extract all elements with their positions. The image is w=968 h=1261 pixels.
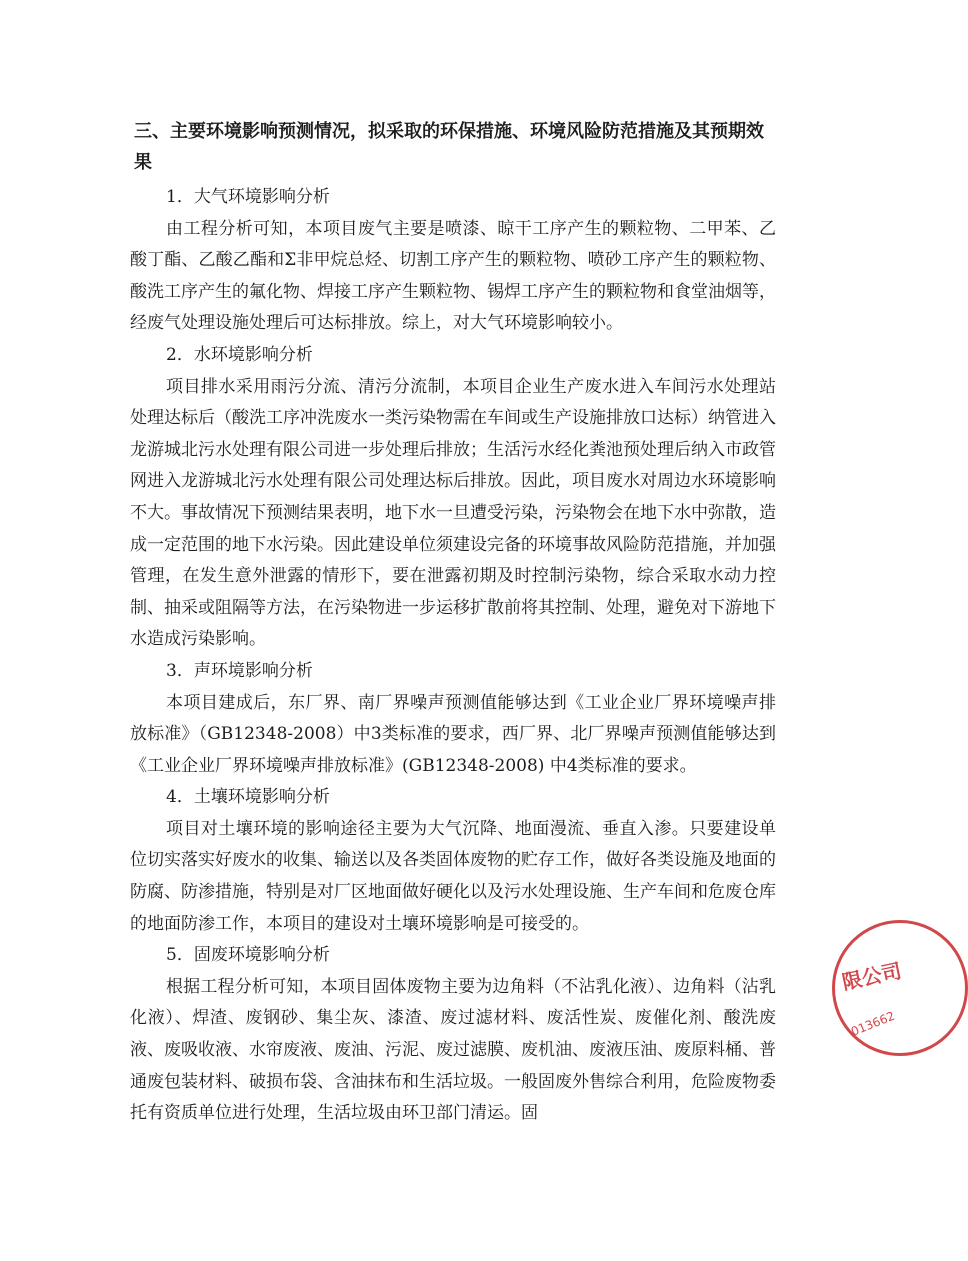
paragraph: 本项目建成后，东厂界、南厂界噪声预测值能够达到《工业企业厂界环境噪声排放标准》（GB12348-2008）中3类标准的要求，西厂界、北厂界噪声预测值能够达到《工业企业厂界环境噪声排放标准》(GB12348-2008) 中4类标准的要求。 [130, 692, 776, 776]
svg-text:限公司: 限公司 [839, 958, 904, 995]
section-solid-waste [130, 940, 776, 1130]
company-seal-stamp [832, 920, 968, 1056]
section-heading: 三、主要环境影响预测情况，拟采取的环保措施、环境风险防范措施及其预期效果 [134, 121, 764, 173]
subsection-title: 3．声环境影响分析 [166, 660, 313, 681]
svg-text:013662: 013662 [849, 1008, 897, 1039]
paragraph: 项目对土壤环境的影响途径主要为大气沉降、地面漫流、垂直入渗。只要建设单位切实落实好废水的收集、输送以及各类固体废物的贮存工作，做好各类设施及地面的防腐、防渗措施，特别是对厂区地面做好硬化以及污水处理设施、生产车间和危废仓库的地面防渗工作，本项目的建设对土壤环境影响是可接受的。 [130, 818, 776, 934]
section-air [130, 182, 776, 340]
paragraph: 由工程分析可知，本项目废气主要是喷漆、晾干工序产生的颗粒物、二甲苯、乙酸丁酯、乙酸乙酯和Σ非甲烷总烃、切割工序产生的颗粒物、喷砂工序产生的颗粒物、酸洗工序产生的氟化物、焊接工序产生颗粒物、锡焊工序产生的颗粒物和食堂油烟等，经废气处理设施处理后可达标排放。综上，对大气环境影响较小。 [130, 218, 776, 334]
section-noise [130, 656, 776, 782]
document-body [130, 182, 776, 1130]
subsection-title: 1．大气环境影响分析 [166, 187, 330, 207]
subsection-title: 4．土壤环境影响分析 [166, 787, 330, 808]
paragraph: 项目排水采用雨污分流、清污分流制，本项目企业生产废水进入车间污水处理站处理达标后（酸洗工序冲洗废水一类污染物需在车间或生产设施排放口达标）纳管进入龙游城北污水处理有限公司进一步处理后排放；生活污水经化粪池预处理后纳入市政管网进入龙游城北污水处理有限公司处理达标后排放。因此，项目废水对周边水环境影响不大。事故情况下预测结果表明，地下水一旦遭受污染，污染物会在地下水中弥散，造成一定范围的地下水污染。因此建设单位须建设完备的环境事故风险防范措施，并加强管理，在发生意外泄露的情形下，要在泄露初期及时控制污染物，综合采取水动力控制、抽采或阻隔等方法，在污染物进一步运移扩散前将其控制、处理，避免对下游地下水造成污染影响。 [130, 376, 776, 650]
paragraph: 根据工程分析可知，本项目固体废物主要为边角料（不沾乳化液）、边角料（沾乳化液）、焊渣、废钢砂、集尘灰、漆渣、废过滤材料、废活性炭、废催化剂、酸洗废液、废吸收液、水帘废液、废油、污泥、废过滤膜、废机油、废液压油、废原料桶、普通废包装材料、破损布袋、含油抹布和生活垃圾。一般固废外售综合利用，危险废物委托有资质单位进行处理，生活垃圾由环卫部门清运。固 [130, 976, 776, 1124]
subsection-title: 2．水环境影响分析 [166, 344, 313, 365]
seal-icon [835, 923, 965, 1053]
subsection-title: 5．固废环境影响分析 [166, 945, 330, 966]
section-water [130, 340, 776, 656]
section-soil [130, 782, 776, 940]
